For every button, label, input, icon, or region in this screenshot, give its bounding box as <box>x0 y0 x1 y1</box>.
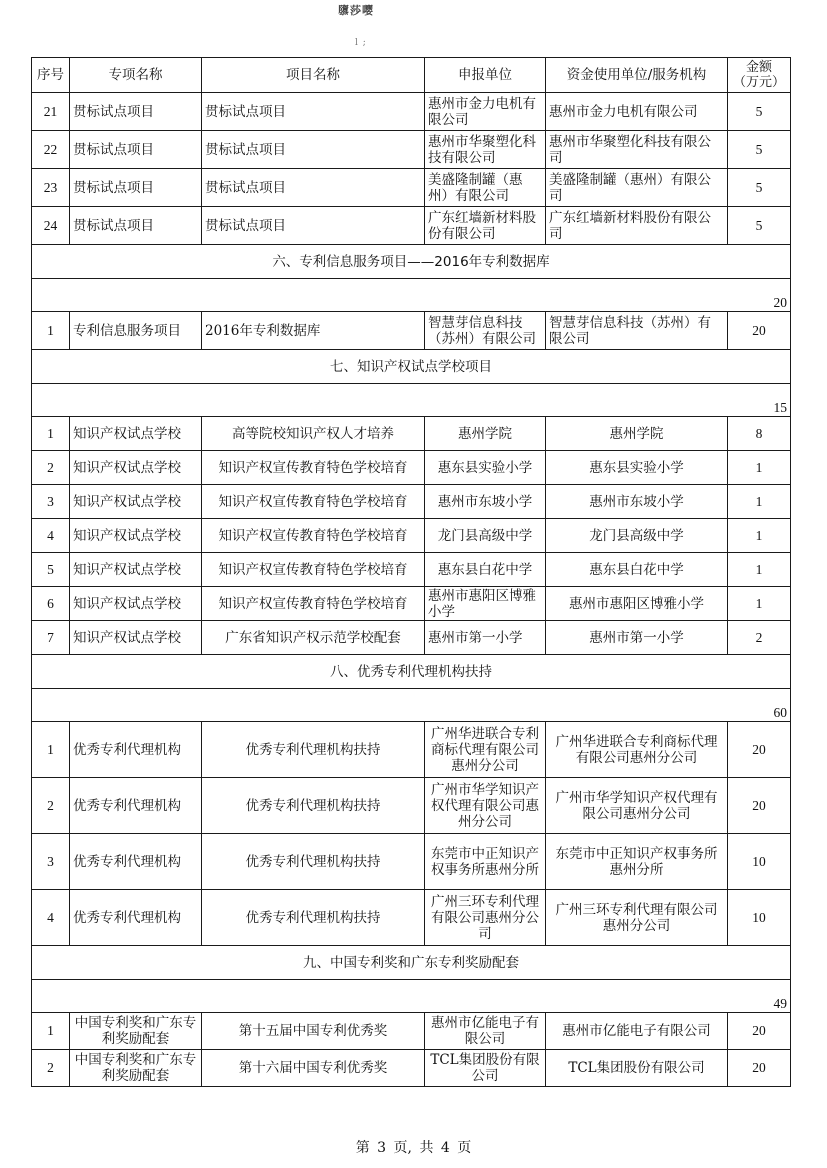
table-row <box>32 519 791 553</box>
cell-fund-user: 惠州市亿能电子有限公司 <box>546 1013 728 1050</box>
cell-project: 第十五届中国专利优秀奖 <box>202 1013 425 1050</box>
cell-applicant: 惠东县白花中学 <box>425 553 546 587</box>
cell-amount: 1 <box>728 519 791 553</box>
section-subtotal: 15 <box>32 384 791 417</box>
cell-no: 23 <box>32 169 70 207</box>
table-row <box>32 553 791 587</box>
cell-category: 优秀专利代理机构 <box>70 834 202 890</box>
cell-amount: 10 <box>728 834 791 890</box>
cell-no: 4 <box>32 890 70 946</box>
cell-fund-user: 惠州学院 <box>546 417 728 451</box>
section-header-row <box>32 350 791 384</box>
cell-category: 贯标试点项目 <box>70 207 202 245</box>
cell-no: 2 <box>32 778 70 834</box>
cell-amount: 1 <box>728 451 791 485</box>
cell-applicant: 龙门县高级中学 <box>425 519 546 553</box>
section-title: 六、专利信息服务项目——2016年专利数据库 <box>32 245 791 279</box>
cell-fund-user: 广州市华学知识产权代理有限公司惠州分公司 <box>546 778 728 834</box>
cell-category: 优秀专利代理机构 <box>70 890 202 946</box>
cell-amount: 2 <box>728 621 791 655</box>
section-header-row <box>32 245 791 279</box>
cell-fund-user: 东莞市中正知识产权事务所惠州分所 <box>546 834 728 890</box>
cell-fund-user: 惠州市惠阳区博雅小学 <box>546 587 728 621</box>
cell-amount: 20 <box>728 312 791 350</box>
cell-project: 第十六届中国专利优秀奖 <box>202 1050 425 1087</box>
cell-applicant: 惠州学院 <box>425 417 546 451</box>
header-category: 专项名称 <box>70 58 202 93</box>
cell-amount: 8 <box>728 417 791 451</box>
section-title: 八、优秀专利代理机构扶持 <box>32 655 791 689</box>
cell-project: 优秀专利代理机构扶持 <box>202 778 425 834</box>
cell-fund-user: 惠州市华聚塑化科技有限公司 <box>546 131 728 169</box>
cell-no: 24 <box>32 207 70 245</box>
cell-project: 优秀专利代理机构扶持 <box>202 834 425 890</box>
header-fund-user: 资金使用单位/服务机构 <box>546 58 728 93</box>
cell-category: 中国专利奖和广东专利奖励配套 <box>70 1050 202 1087</box>
section-subtotal: 49 <box>32 980 791 1013</box>
cell-applicant: 惠州市华聚塑化科技有限公司 <box>425 131 546 169</box>
table-row <box>32 1050 791 1087</box>
cell-no: 1 <box>32 417 70 451</box>
table-row <box>32 621 791 655</box>
cell-applicant: 智慧芽信息科技（苏州）有限公司 <box>425 312 546 350</box>
cell-applicant: 广州市华学知识产权代理有限公司惠州分公司 <box>425 778 546 834</box>
cell-applicant: 广州三环专利代理有限公司惠州分公司 <box>425 890 546 946</box>
cell-category: 贯标试点项目 <box>70 169 202 207</box>
header-applicant: 申报单位 <box>425 58 546 93</box>
cell-applicant: 惠州市金力电机有限公司 <box>425 93 546 131</box>
cell-category: 优秀专利代理机构 <box>70 778 202 834</box>
table-row <box>32 312 791 350</box>
cell-no: 2 <box>32 451 70 485</box>
table-row <box>32 1013 791 1050</box>
cell-project: 知识产权宣传教育特色学校培育 <box>202 451 425 485</box>
cell-amount: 5 <box>728 131 791 169</box>
table-row <box>32 485 791 519</box>
cell-no: 4 <box>32 519 70 553</box>
section-header-row <box>32 655 791 689</box>
cell-applicant: 惠东县实验小学 <box>425 451 546 485</box>
cell-category: 知识产权试点学校 <box>70 587 202 621</box>
cell-fund-user: 广州华进联合专利商标代理有限公司惠州分公司 <box>546 722 728 778</box>
cell-no: 7 <box>32 621 70 655</box>
section-subtotal: 60 <box>32 689 791 722</box>
cell-project: 知识产权宣传教育特色学校培育 <box>202 485 425 519</box>
cell-no: 22 <box>32 131 70 169</box>
cell-amount: 1 <box>728 485 791 519</box>
section-subtotal: 20 <box>32 279 791 312</box>
table-row <box>32 834 791 890</box>
cell-applicant: 东莞市中正知识产权事务所惠州分所 <box>425 834 546 890</box>
cell-fund-user: 惠东县实验小学 <box>546 451 728 485</box>
cell-no: 1 <box>32 722 70 778</box>
cell-no: 21 <box>32 93 70 131</box>
cell-fund-user: 广东红墙新材料股份有限公司 <box>546 207 728 245</box>
cell-category: 知识产权试点学校 <box>70 451 202 485</box>
table-row <box>32 417 791 451</box>
cell-amount: 5 <box>728 169 791 207</box>
cell-project: 贯标试点项目 <box>202 131 425 169</box>
header-amount-unit: （万元） <box>732 75 785 90</box>
cell-amount: 20 <box>728 778 791 834</box>
cell-amount: 20 <box>728 722 791 778</box>
header-project: 项目名称 <box>202 58 425 93</box>
table-row <box>32 890 791 946</box>
table-row <box>32 207 791 245</box>
header-amount <box>728 58 791 93</box>
section-subtotal-row <box>32 279 791 312</box>
cell-applicant: 广州华进联合专利商标代理有限公司惠州分公司 <box>425 722 546 778</box>
cell-category: 知识产权试点学校 <box>70 485 202 519</box>
cell-applicant: TCL集团股份有限公司 <box>425 1050 546 1087</box>
cell-applicant: 惠州市第一小学 <box>425 621 546 655</box>
cell-project: 知识产权宣传教育特色学校培育 <box>202 587 425 621</box>
cell-category: 知识产权试点学校 <box>70 621 202 655</box>
section-subtotal-row <box>32 689 791 722</box>
section-subtotal-row <box>32 980 791 1013</box>
cell-project: 贯标试点项目 <box>202 207 425 245</box>
cell-no: 3 <box>32 485 70 519</box>
cell-applicant: 惠州市亿能电子有限公司 <box>425 1013 546 1050</box>
cell-no: 5 <box>32 553 70 587</box>
cell-applicant: 惠州市东坡小学 <box>425 485 546 519</box>
cell-project: 优秀专利代理机构扶持 <box>202 890 425 946</box>
scan-artifact: 隳莎嘤 <box>338 4 374 17</box>
cell-fund-user: 美盛隆制罐（惠州）有限公司 <box>546 169 728 207</box>
page-number: 第 3 页, 共 4 页 <box>355 1140 472 1156</box>
cell-project: 知识产权宣传教育特色学校培育 <box>202 519 425 553</box>
table-row <box>32 778 791 834</box>
cell-fund-user: 惠东县白花中学 <box>546 553 728 587</box>
cell-project: 贯标试点项目 <box>202 93 425 131</box>
cell-no: 3 <box>32 834 70 890</box>
cell-no: 6 <box>32 587 70 621</box>
section-title: 九、中国专利奖和广东专利奖励配套 <box>32 946 791 980</box>
scan-artifact: l ; <box>355 38 367 48</box>
cell-category: 知识产权试点学校 <box>70 519 202 553</box>
cell-applicant: 美盛隆制罐（惠州）有限公司 <box>425 169 546 207</box>
cell-category: 贯标试点项目 <box>70 131 202 169</box>
cell-amount: 5 <box>728 93 791 131</box>
section-header-row <box>32 946 791 980</box>
cell-amount: 1 <box>728 587 791 621</box>
table-row <box>32 93 791 131</box>
cell-category: 中国专利奖和广东专利奖励配套 <box>70 1013 202 1050</box>
cell-amount: 10 <box>728 890 791 946</box>
section-subtotal-row <box>32 384 791 417</box>
table-row <box>32 587 791 621</box>
cell-amount: 20 <box>728 1050 791 1087</box>
cell-applicant: 广东红墙新材料股份有限公司 <box>425 207 546 245</box>
cell-fund-user: 惠州市第一小学 <box>546 621 728 655</box>
cell-fund-user: 惠州市东坡小学 <box>546 485 728 519</box>
cell-amount: 1 <box>728 553 791 587</box>
table-row <box>32 451 791 485</box>
table-row <box>32 722 791 778</box>
cell-fund-user: 龙门县高级中学 <box>546 519 728 553</box>
cell-no: 1 <box>32 312 70 350</box>
cell-category: 贯标试点项目 <box>70 93 202 131</box>
funding-table <box>31 57 791 1087</box>
cell-fund-user: 智慧芽信息科技（苏州）有限公司 <box>546 312 728 350</box>
table-header-row <box>32 58 791 93</box>
cell-project: 广东省知识产权示范学校配套 <box>202 621 425 655</box>
cell-no: 2 <box>32 1050 70 1087</box>
cell-fund-user: TCL集团股份有限公司 <box>546 1050 728 1087</box>
cell-amount: 5 <box>728 207 791 245</box>
cell-project: 优秀专利代理机构扶持 <box>202 722 425 778</box>
cell-amount: 20 <box>728 1013 791 1050</box>
cell-project: 贯标试点项目 <box>202 169 425 207</box>
cell-applicant: 惠州市惠阳区博雅小学 <box>425 587 546 621</box>
header-amount-label: 金额 <box>745 60 772 75</box>
table-row <box>32 169 791 207</box>
header-no: 序号 <box>32 58 70 93</box>
cell-category: 优秀专利代理机构 <box>70 722 202 778</box>
cell-category: 知识产权试点学校 <box>70 553 202 587</box>
cell-project: 高等院校知识产权人才培养 <box>202 417 425 451</box>
cell-category: 知识产权试点学校 <box>70 417 202 451</box>
cell-project: 2016年专利数据库 <box>202 312 425 350</box>
cell-fund-user: 惠州市金力电机有限公司 <box>546 93 728 131</box>
cell-category: 专利信息服务项目 <box>70 312 202 350</box>
section-title: 七、知识产权试点学校项目 <box>32 350 791 384</box>
cell-fund-user: 广州三环专利代理有限公司惠州分公司 <box>546 890 728 946</box>
cell-no: 1 <box>32 1013 70 1050</box>
table-row <box>32 131 791 169</box>
cell-project: 知识产权宣传教育特色学校培育 <box>202 553 425 587</box>
